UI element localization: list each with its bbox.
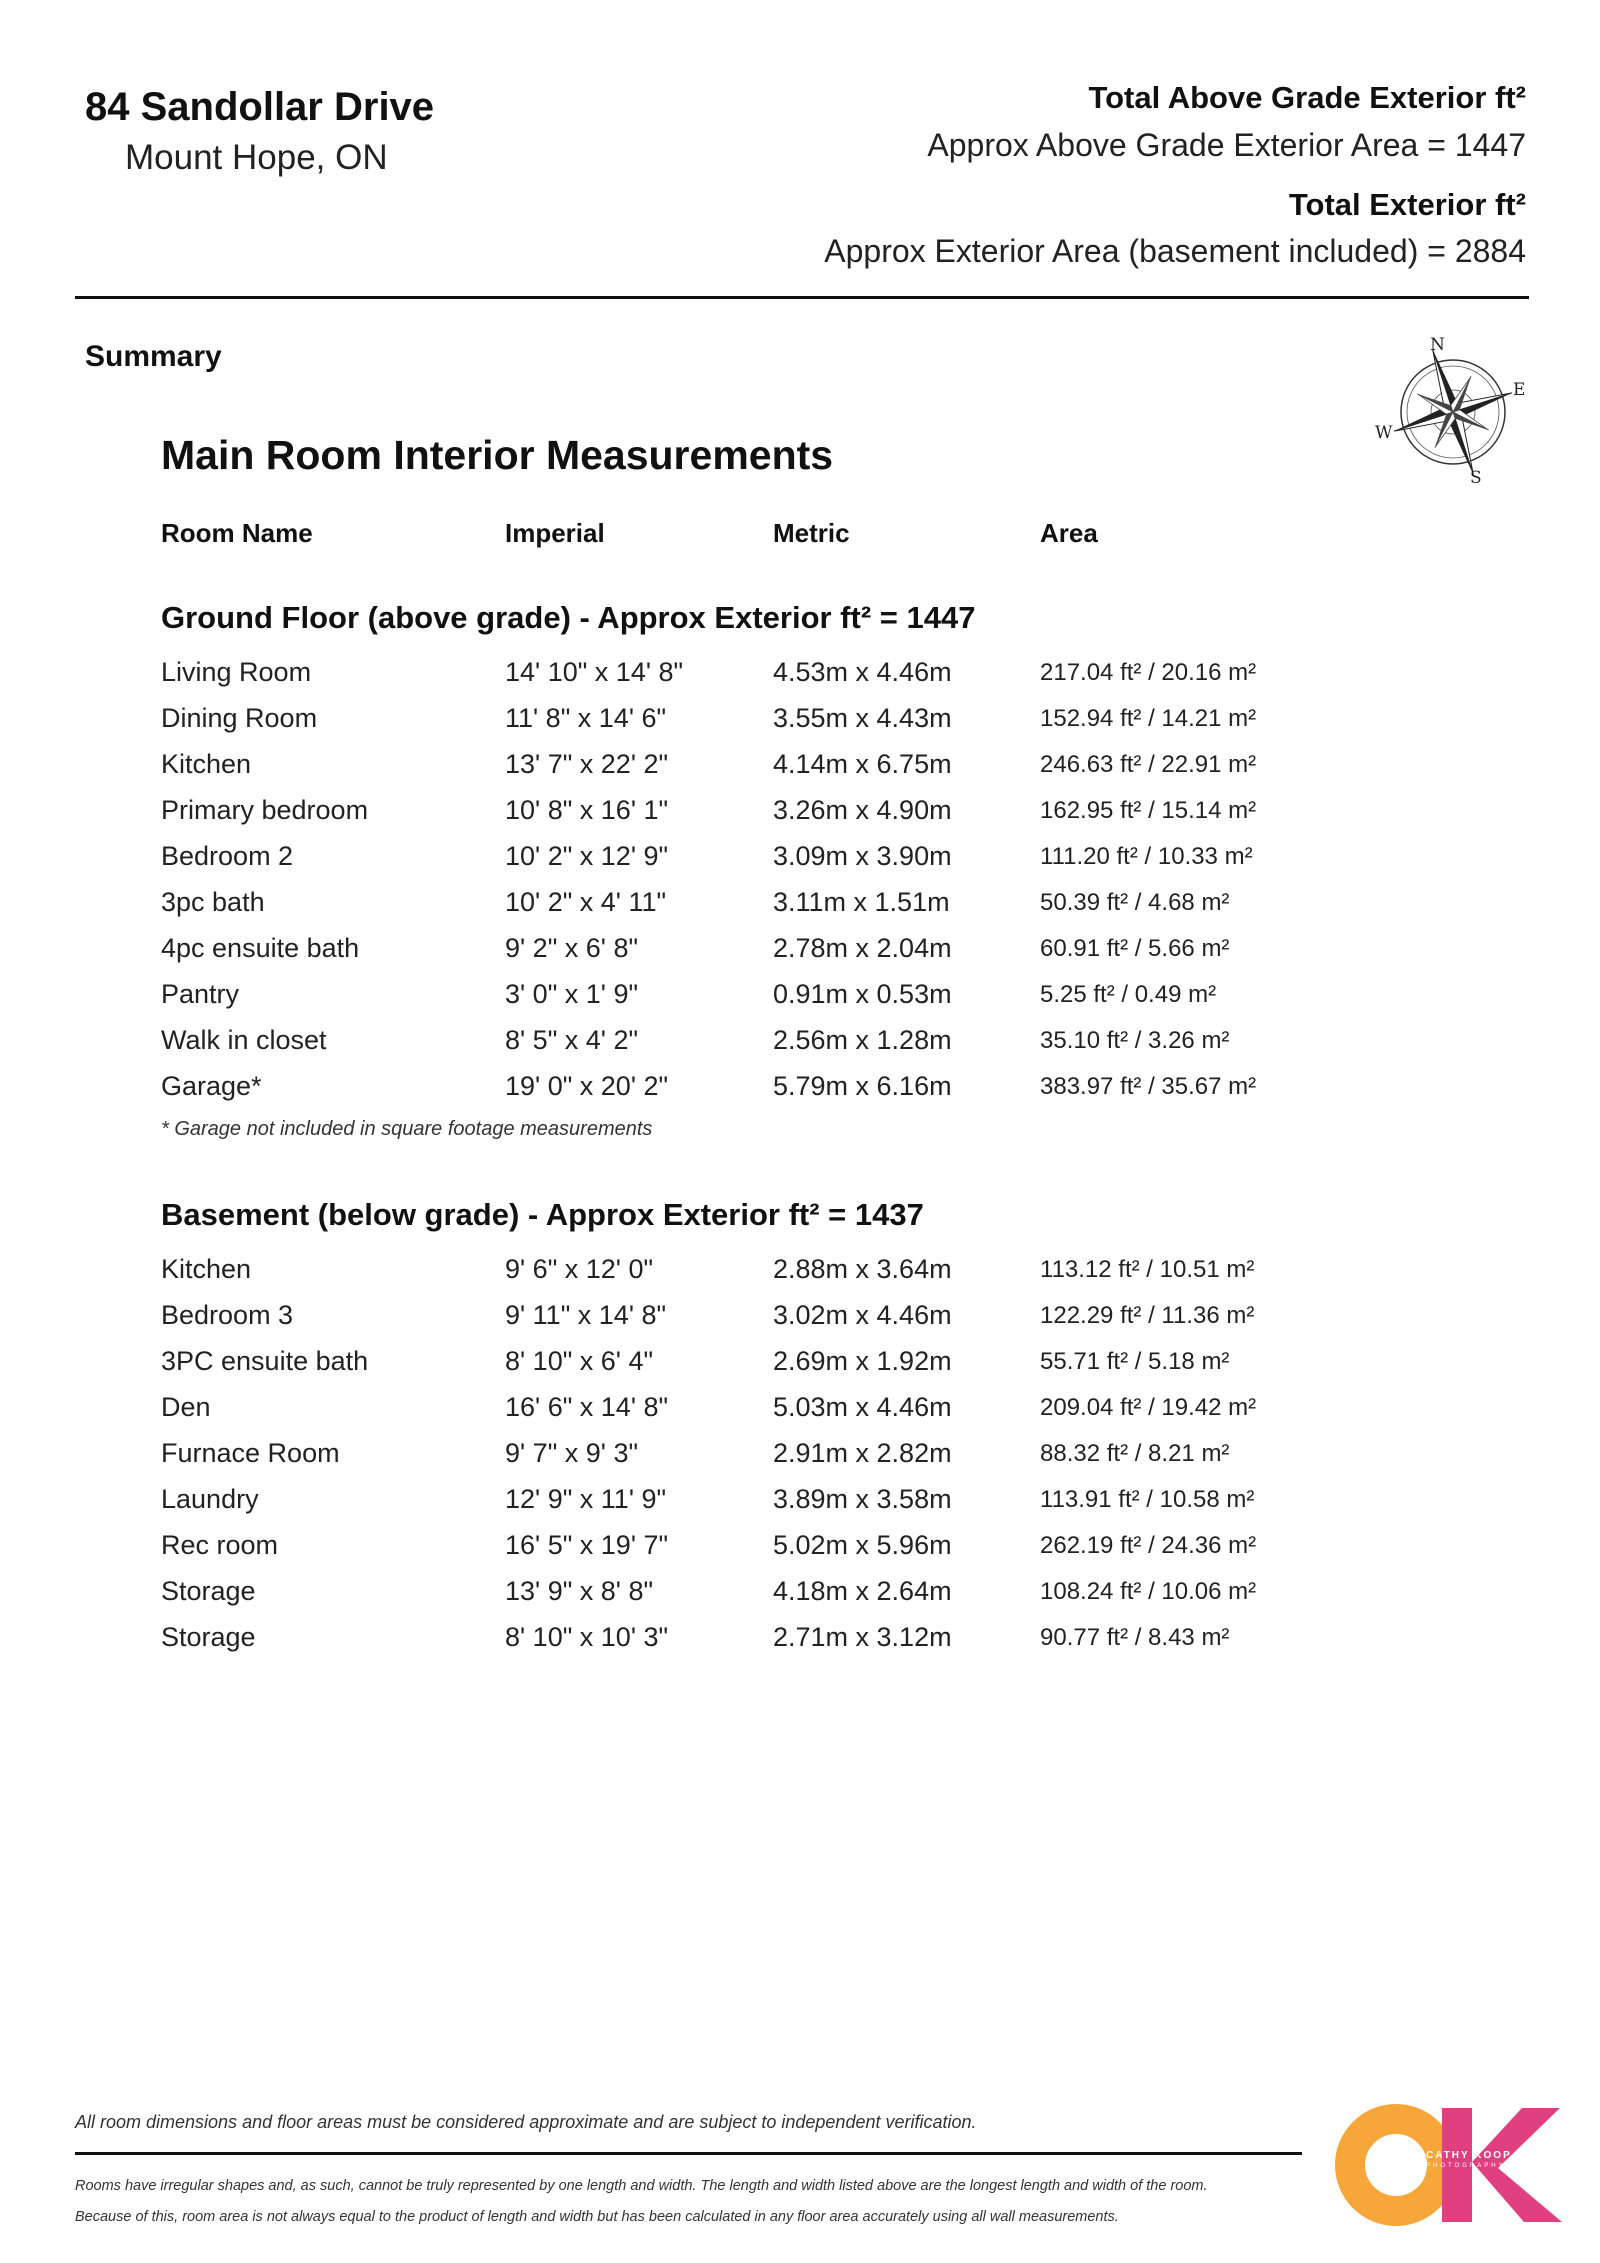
room-area: 35.10 ft² / 3.26 m² xyxy=(1040,1027,1230,1054)
metric-dimensions: 3.11m x 1.51m xyxy=(773,887,950,917)
cathy-koop-logo xyxy=(1338,2100,1570,2230)
room-area: 113.91 ft² / 10.58 m² xyxy=(1040,1486,1255,1513)
summary-label: Summary xyxy=(85,340,222,373)
column-header-metric: Metric xyxy=(773,518,850,548)
room-area: 88.32 ft² / 8.21 m² xyxy=(1040,1440,1230,1467)
imperial-dimensions: 8' 10" x 10' 3" xyxy=(505,1622,669,1652)
metric-dimensions: 2.71m x 3.12m xyxy=(773,1622,952,1652)
metric-dimensions: 2.69m x 1.92m xyxy=(773,1346,952,1376)
total-exterior-heading: Total Exterior ft² xyxy=(1288,187,1526,222)
imperial-dimensions: 10' 2" x 4' 11" xyxy=(505,887,667,917)
imperial-dimensions: 16' 6" x 14' 8" xyxy=(505,1392,669,1422)
table-row xyxy=(0,795,1600,841)
table-row xyxy=(0,1025,1600,1071)
room-area: 5.25 ft² / 0.49 m² xyxy=(1040,981,1217,1008)
room-area: 209.04 ft² / 19.42 m² xyxy=(1040,1394,1257,1421)
room-name: 3pc bath xyxy=(161,887,265,917)
room-area: 90.77 ft² / 8.43 m² xyxy=(1040,1624,1230,1651)
imperial-dimensions: 13' 9" x 8' 8" xyxy=(505,1576,654,1606)
imperial-dimensions: 3' 0" x 1' 9" xyxy=(505,979,639,1009)
imperial-dimensions: 19' 0" x 20' 2" xyxy=(505,1071,669,1101)
imperial-dimensions: 8' 10" x 6' 4" xyxy=(505,1346,654,1376)
compass-rose-icon xyxy=(1365,330,1545,500)
metric-dimensions: 2.88m x 3.64m xyxy=(773,1254,952,1284)
above-grade-value: Approx Above Grade Exterior Area = 1447 xyxy=(927,127,1526,163)
compass-south-label: S xyxy=(1470,468,1482,488)
metric-dimensions: 3.26m x 4.90m xyxy=(773,795,952,825)
ground-floor-title: Ground Floor (above grade) - Approx Exterior ft² = 1447 xyxy=(161,600,976,635)
metric-dimensions: 3.09m x 3.90m xyxy=(773,841,952,871)
room-name: Storage xyxy=(161,1622,256,1652)
table-row xyxy=(0,1300,1600,1346)
metric-dimensions: 2.91m x 2.82m xyxy=(773,1438,952,1468)
metric-dimensions: 2.56m x 1.28m xyxy=(773,1025,952,1055)
room-area: 262.19 ft² / 24.36 m² xyxy=(1040,1532,1257,1559)
table-row xyxy=(0,841,1600,887)
property-street: 84 Sandollar Drive xyxy=(85,85,435,129)
room-area: 217.04 ft² / 20.16 m² xyxy=(1040,659,1257,686)
room-name: 3PC ensuite bath xyxy=(161,1346,369,1376)
imperial-dimensions: 10' 8" x 16' 1" xyxy=(505,795,669,825)
table-row xyxy=(0,749,1600,795)
metric-dimensions: 0.91m x 0.53m xyxy=(773,979,952,1009)
room-name: Laundry xyxy=(161,1484,259,1514)
compass-east-label: E xyxy=(1513,380,1526,400)
table-row xyxy=(0,703,1600,749)
column-header-area: Area xyxy=(1040,518,1098,548)
metric-dimensions: 4.18m x 2.64m xyxy=(773,1576,952,1606)
room-name: Pantry xyxy=(161,979,240,1009)
metric-dimensions: 4.14m x 6.75m xyxy=(773,749,952,779)
imperial-dimensions: 13' 7" x 22' 2" xyxy=(505,749,669,779)
imperial-dimensions: 9' 7" x 9' 3" xyxy=(505,1438,639,1468)
metric-dimensions: 5.79m x 6.16m xyxy=(773,1071,952,1101)
table-row xyxy=(0,1071,1600,1117)
room-area: 122.29 ft² / 11.36 m² xyxy=(1040,1302,1255,1329)
table-row xyxy=(0,1530,1600,1576)
imperial-dimensions: 8' 5" x 4' 2" xyxy=(505,1025,639,1055)
garage-note: * Garage not included in square footage measurements xyxy=(161,1118,653,1140)
room-name: 4pc ensuite bath xyxy=(161,933,360,963)
compass-west-label: W xyxy=(1375,423,1393,443)
disclaimer-approximate: All room dimensions and floor areas must be considered approximate and are subject to independent verification. xyxy=(75,2112,977,2132)
total-exterior-value: Approx Exterior Area (basement included) = 2884 xyxy=(824,233,1526,269)
table-row xyxy=(0,1484,1600,1530)
imperial-dimensions: 9' 6" x 12' 0" xyxy=(505,1254,654,1284)
room-name: Kitchen xyxy=(161,1254,252,1284)
room-name: Dining Room xyxy=(161,703,318,733)
metric-dimensions: 4.53m x 4.46m xyxy=(773,657,952,687)
metric-dimensions: 3.02m x 4.46m xyxy=(773,1300,952,1330)
room-area: 60.91 ft² / 5.66 m² xyxy=(1040,935,1230,962)
table-row xyxy=(0,1438,1600,1484)
imperial-dimensions: 9' 11" x 14' 8" xyxy=(505,1300,667,1330)
room-name: Rec room xyxy=(161,1530,279,1560)
logo-name: CATHY KOOP xyxy=(1426,2150,1512,2161)
room-name: Walk in closet xyxy=(161,1025,327,1055)
room-name: Living Room xyxy=(161,657,312,687)
room-area: 55.71 ft² / 5.18 m² xyxy=(1040,1348,1230,1375)
table-row xyxy=(0,657,1600,703)
table-row xyxy=(0,933,1600,979)
basement-title: Basement (below grade) - Approx Exterior ft² = 1437 xyxy=(161,1197,924,1232)
room-area: 246.63 ft² / 22.91 m² xyxy=(1040,751,1257,778)
room-name: Kitchen xyxy=(161,749,252,779)
room-area: 383.97 ft² / 35.67 m² xyxy=(1040,1073,1257,1100)
property-city: Mount Hope, ON xyxy=(125,138,388,177)
disclaimer-area-calculation: Because of this, room area is not always equal to the product of length and width but has been calculated in any floor area accurately using all wall measurements. xyxy=(75,2209,1119,2225)
room-name: Den xyxy=(161,1392,211,1422)
table-row xyxy=(0,1346,1600,1392)
logo-tagline: PHOTOGRAPHY xyxy=(1426,2163,1506,2169)
room-name: Garage* xyxy=(161,1071,262,1101)
metric-dimensions: 3.55m x 4.43m xyxy=(773,703,952,733)
disclaimer-irregular-shapes: Rooms have irregular shapes and, as such, cannot be truly represented by one length and width. The length and width listed above are the longest length and width of the room. xyxy=(75,2178,1208,2194)
logo-mark: OK xyxy=(1570,2120,1572,2121)
main-title: Main Room Interior Measurements xyxy=(161,432,834,478)
metric-dimensions: 5.02m x 5.96m xyxy=(773,1530,952,1560)
table-row xyxy=(0,1254,1600,1300)
table-row xyxy=(0,887,1600,933)
imperial-dimensions: 12' 9" x 11' 9" xyxy=(505,1484,667,1514)
room-area: 162.95 ft² / 15.14 m² xyxy=(1040,797,1257,824)
metric-dimensions: 3.89m x 3.58m xyxy=(773,1484,952,1514)
room-area: 50.39 ft² / 4.68 m² xyxy=(1040,889,1230,916)
room-area: 111.20 ft² / 10.33 m² xyxy=(1040,843,1253,870)
imperial-dimensions: 14' 10" x 14' 8" xyxy=(505,657,684,687)
room-name: Bedroom 3 xyxy=(161,1300,294,1330)
room-area: 152.94 ft² / 14.21 m² xyxy=(1040,705,1257,732)
imperial-dimensions: 9' 2" x 6' 8" xyxy=(505,933,639,963)
metric-dimensions: 5.03m x 4.46m xyxy=(773,1392,952,1422)
imperial-dimensions: 11' 8" x 14' 6" xyxy=(505,703,667,733)
footer-divider xyxy=(75,2152,1302,2155)
room-name: Storage xyxy=(161,1576,256,1606)
column-header-imperial: Imperial xyxy=(505,518,605,548)
room-name: Bedroom 2 xyxy=(161,841,294,871)
room-area: 113.12 ft² / 10.51 m² xyxy=(1040,1256,1255,1283)
room-name: Primary bedroom xyxy=(161,795,369,825)
table-row xyxy=(0,1392,1600,1438)
above-grade-heading: Total Above Grade Exterior ft² xyxy=(1088,80,1526,115)
table-row xyxy=(0,1622,1600,1668)
imperial-dimensions: 10' 2" x 12' 9" xyxy=(505,841,669,871)
imperial-dimensions: 16' 5" x 19' 7" xyxy=(505,1530,669,1560)
table-row xyxy=(0,1576,1600,1622)
room-area: 108.24 ft² / 10.06 m² xyxy=(1040,1578,1257,1605)
header-divider xyxy=(75,296,1529,299)
room-name: Furnace Room xyxy=(161,1438,340,1468)
table-row xyxy=(0,979,1600,1025)
metric-dimensions: 2.78m x 2.04m xyxy=(773,933,952,963)
column-header-room-name: Room Name xyxy=(161,518,313,548)
compass-north-label: N xyxy=(1430,335,1445,355)
